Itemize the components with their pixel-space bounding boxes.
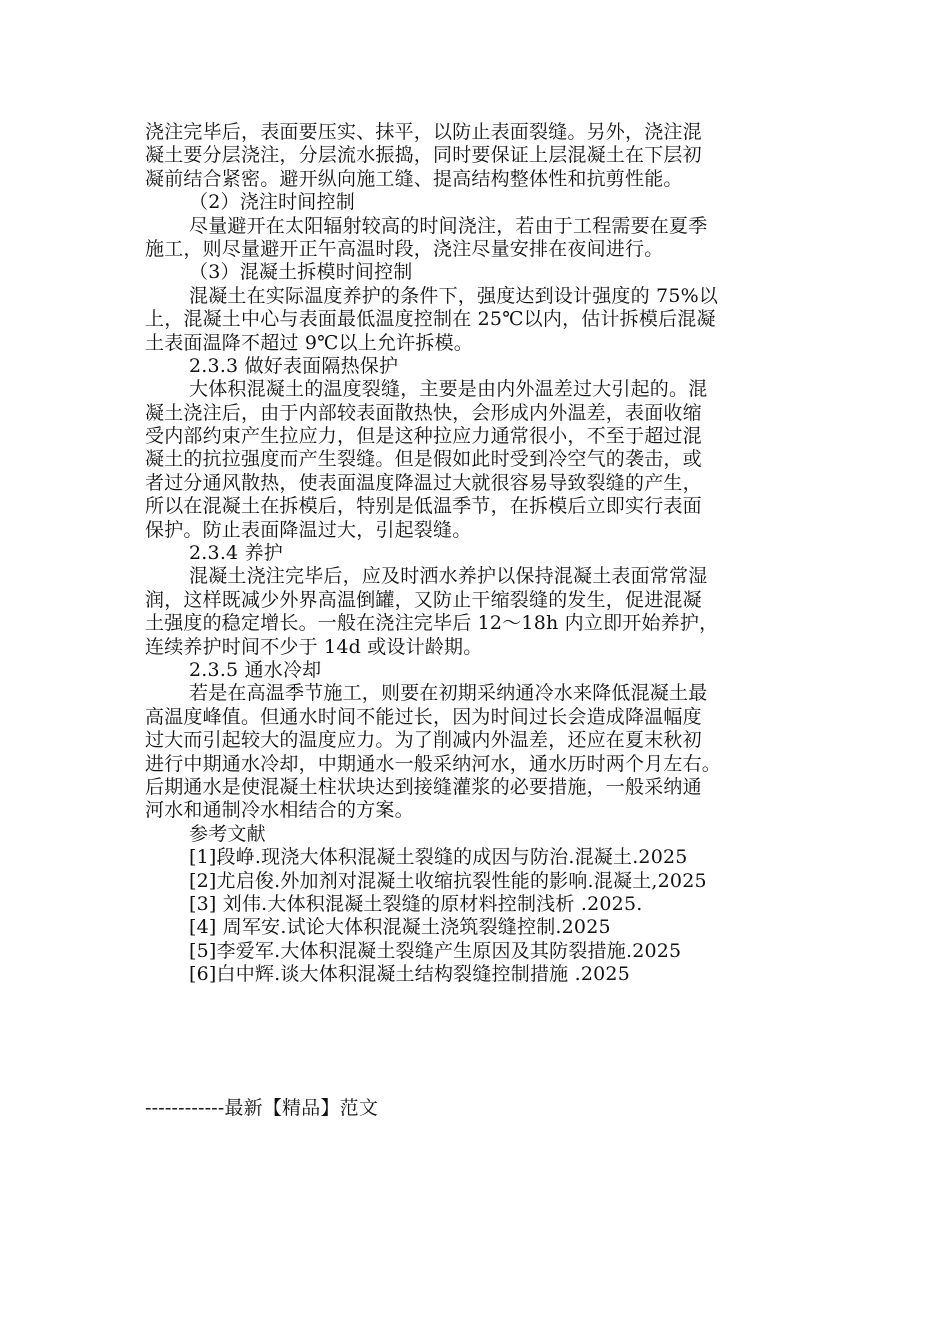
text-line: 受内部约束产生拉应力，但是这种拉应力通常很小，不至于超过混 [145,425,702,448]
document-body [145,121,810,986]
text-line: 土强度的稳定增长。一般在浇注完毕后 12～18h 内立即开始养护， [145,612,719,635]
text-line: 2.3.3 做好表面隔热保护 [189,354,399,377]
text-line: （2）浇注时间控制 [189,191,355,214]
text-line: [6]白中辉.谈大体积混凝土结构裂缝控制措施 .2025 [189,963,630,986]
text-line: 者过分通风散热，使表面温度降温过大就很容易导致裂缝的产生， [145,471,702,494]
text-line: 所以在混凝土在拆模后，特别是低温季节，在拆模后立即实行表面 [145,495,702,518]
text-line: 尽量避开在太阳辐射较高的时间浇注，若由于工程需要在夏季 [189,214,708,237]
text-line: 后期通水是使混凝土柱状块达到接缝灌浆的必要措施，一般采纳通 [145,775,702,798]
text-line: 若是在高温季节施工，则要在初期采纳通冷水来降低混凝土最 [189,682,708,705]
text-line: 2.3.4 养护 [189,542,283,565]
text-line: 凝土的抗拉强度而产生裂缝。但是假如此时受到冷空气的袭击，或 [145,448,702,471]
page-footer: ------------最新【精品】范文 [145,1097,379,1119]
text-line: 连续养护时间不少于 14d 或设计龄期。 [145,635,483,658]
text-line: 2.3.5 通水冷却 [189,658,322,681]
text-line: 大体积混凝土的温度裂缝，主要是由内外温差过大引起的。混 [189,378,708,401]
text-line: [5]李爱军.大体积混凝土裂缝产生原因及其防裂措施.2025 [189,939,682,962]
text-line: 保护。防止表面降温过大，引起裂缝。 [145,518,472,541]
text-line: [4] 周军安.试论大体积混凝土浇筑裂缝控制.2025 [189,916,611,939]
text-line: 混凝土在实际温度养护的条件下，强度达到设计强度的 75%以 [189,284,719,307]
text-line: [1]段峥.现浇大体积混凝土裂缝的成因与防治.混凝土.2025 [189,846,688,869]
text-line: 过大而引起较大的温度应力。为了削减内外温差，还应在夏末秋初 [145,729,702,752]
text-line: 润，这样既减少外界高温倒罐，又防止干缩裂缝的发生，促进混凝 [145,588,702,611]
text-line: 土表面温降不超过 9℃以上允许拆模。 [145,331,473,354]
text-line: 凝土浇注后，由于内部较表面散热快，会形成内外温差，表面收缩 [145,401,702,424]
text-line: 进行中期通水冷却，中期通水一般采纳河水，通水历时两个月左右。 [145,752,722,775]
text-line: 高温度峰值。但通水时间不能过长，因为时间过长会造成降温幅度 [145,705,702,728]
text-line: [2]尤启俊.外加剂对混凝土收缩抗裂性能的影响.混凝土,2025 [189,869,707,892]
text-line: 凝前结合紧密。避开纵向施工缝、提高结构整体性和抗剪性能。 [145,167,683,190]
text-line: 施工，则尽量避开正午高温时段，浇注尽量安排在夜间进行。 [145,237,664,260]
text-line: [3] 刘伟.大体积混凝土裂缝的原材料控制浅析 .2025. [189,892,643,915]
text-line: 河水和通制冷水相结合的方案。 [145,799,414,822]
text-line: 混凝土浇注完毕后，应及时洒水养护以保持混凝土表面常常湿 [189,565,708,588]
text-line: 上，混凝土中心与表面最低温度控制在 25℃以内，估计拆模后混凝 [145,308,716,331]
text-line: （3）混凝土拆模时间控制 [189,261,413,284]
text-line: 凝土要分层浇注，分层流水振捣，同时要保证上层混凝土在下层初 [145,144,702,167]
text-line: 浇注完毕后，表面要压实、抹平，以防止表面裂缝。另外，浇注混 [145,121,702,143]
text-lines [145,121,810,986]
text-line: 参考文献 [189,822,266,845]
